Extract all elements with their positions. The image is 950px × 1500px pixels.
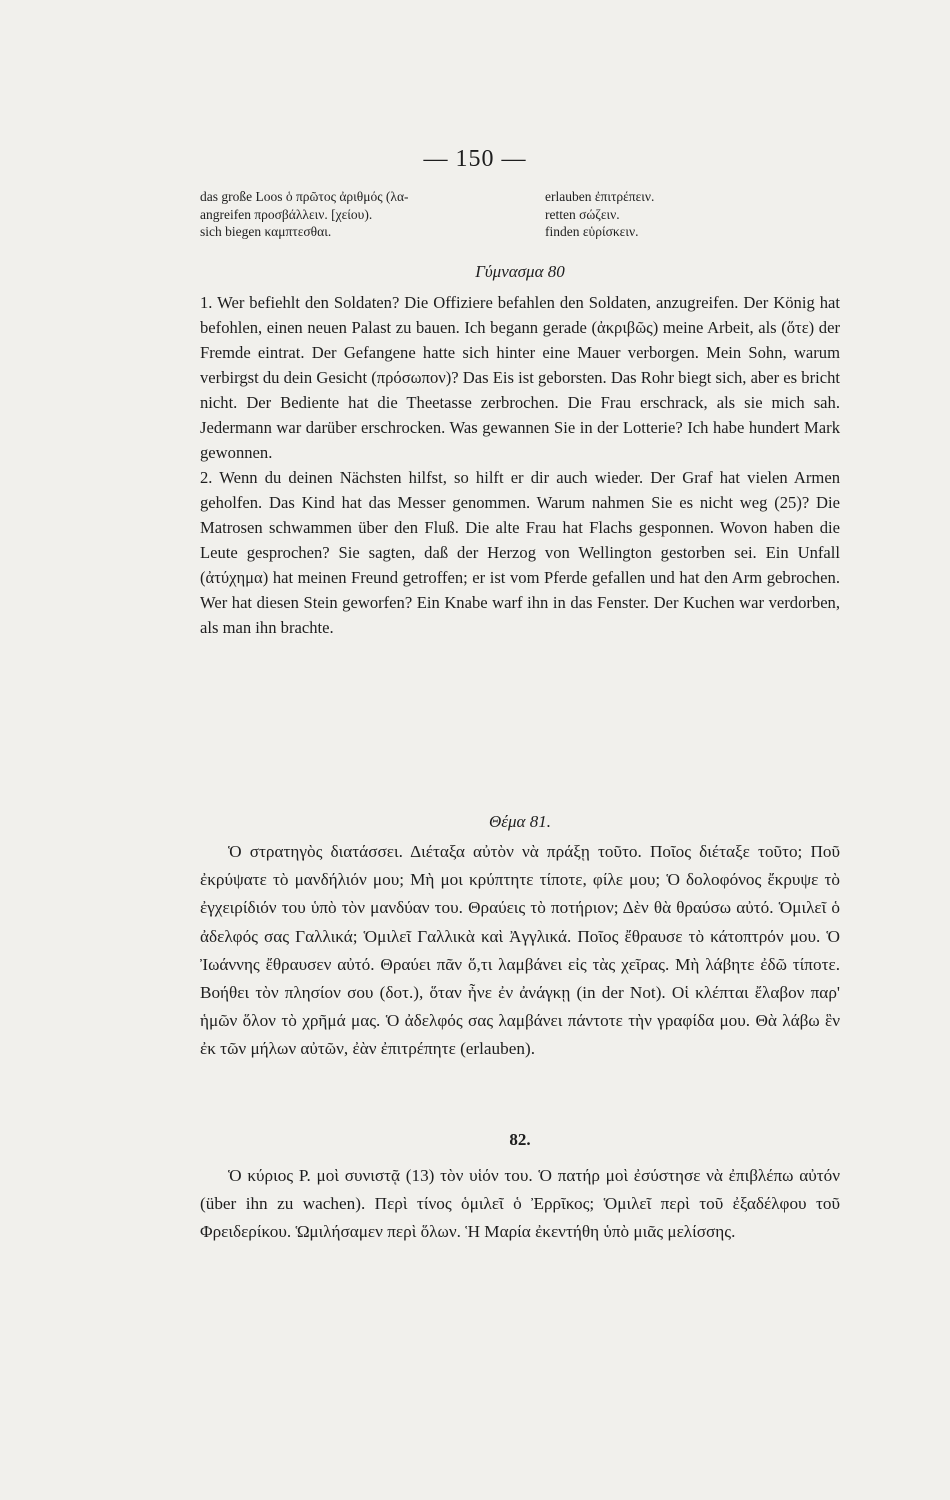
- exercise-81: [200, 812, 840, 1064]
- vocabulary-entry-right: finden εὑρίσκειν.: [545, 224, 639, 239]
- exercise-80-heading: Γύμνασμα 80: [475, 262, 565, 281]
- vocabulary-row: [200, 188, 760, 206]
- vocabulary-entry-left: sich biegen καμπτεσθαι.: [200, 224, 332, 239]
- vocabulary-entry-right: retten σώζειν.: [545, 206, 620, 222]
- exercise-80-paragraph-2: 2. Wenn du deinen Nächsten hilfst, so hilft er dir auch wieder. Der Graf hat vielen Armen geholfen. Das Kind hat das Messer genommen. Warum nahmen Sie es nicht weg (25)? Die Matrosen schwammen über den Fluß. Die alte Frau hat Flachs gesponnen. Wovon haben die Leute gesprochen? Sie sagten, daß der Herzog von Wellington gestorben sei. Ein Unfall (ἀτύχημα) hat meinen Freund getroffen; er ist vom Pferde gefallen und hat den Arm gebrochen. Wer hat diesen Stein geworfen? Ein Knabe warf ihn in das Fenster. Der Kuchen war verdorben, als man ihn brachte.: [200, 468, 840, 637]
- vocabulary-row: [200, 206, 760, 224]
- exercise-82-paragraph: Ὁ κύριος Ρ. μοὶ συνιστᾷ (13) τὸν υἱόν του. Ὁ πατήρ μοὶ ἐσύστησε νὰ ἐπιβλέπω αὐτόν (über ihn zu wachen). Περὶ τίνος ὁμιλεῖ ὁ Ἐρρῖκος; Ὁμιλεῖ περὶ τοῦ ἐξαδέλφου τοῦ Φρειδερίκου. Ὡμιλήσαμεν περὶ ὅλων. Ἡ Μαρία ἐκεντήθη ὑπὸ μιᾶς μελίσσης.: [200, 1166, 840, 1242]
- vocabulary-entry-left: angreifen προσβάλλειν. [χείου).: [200, 206, 373, 222]
- exercise-81-heading: Θέμα 81.: [489, 812, 551, 831]
- vocabulary-entry-right: erlauben ἐπιτρέπειν.: [545, 189, 655, 204]
- exercise-80-paragraph-1: 1. Wer befiehlt den Soldaten? Die Offiziere befahlen den Soldaten, anzugreifen. Der König hat befohlen, einen neuen Palast zu bauen. Ich begann gerade (ἀκριβῶς) meine Arbeit, als (ὅτε) der Fremde eintrat. Der Gefangene hatte sich hinter eine Mauer verborgen. Mein Sohn, warum verbirgst du dein Gesicht (πρόσωπον)? Das Eis ist geborsten. Das Rohr biegt sich, aber es bricht nicht. Der Bediente hat die Theetasse zerbrochen. Die Frau erschrack, als sie mich sah. Jedermann war darüber erschrocken. Was gewannen Sie in der Lotterie? Ich habe hundert Mark gewonnen.: [200, 293, 840, 462]
- exercise-82: [200, 1130, 840, 1247]
- vocabulary-entry-left: das große Loos ὁ πρῶτος ἀριθμός (λα-: [200, 189, 409, 204]
- exercise-81-paragraph: Ὁ στρατηγὸς διατάσσει. Διέταξα αὐτὸν νὰ πράξῃ τοῦτο. Ποῖος διέταξε τοῦτο; Ποῦ ἐκρύψατε τὸ μανδήλιόν μου; Μὴ μοι κρύπτητε τίποτε, φίλε μου; Ὁ δολοφόνος ἔκρυψε τὸ ἐγχειρίδιόν του ὑπὸ τὸν μανδύαν του. Θραύεις τὸ ποτήριον; Δὲν θὰ θραύσω αὐτό. Ὁμιλεῖ ὁ ἀδελφός σας Γαλλικά; Ὁμιλεῖ Γαλλικὰ καὶ Ἀγγλικά. Ποῖος ἔθραυσε τὸ κάτοπτρόν μου. Ὁ Ἰωάννης ἔθραυσεν αὐτό. Θραύει πᾶν ὅ,τι λαμβάνει εἰς τὰς χεῖρας. Μὴ λάβητε ἐδῶ τίποτε. Βοήθει τὸν πλησίον σου (δοτ.), ὅταν ἦνε ἐν ἀνάγκῃ (in der Not). Οἱ κλέπται ἔλαβον παρ' ἡμῶν ὅλον τὸ χρῆμά μας. Ὁ ἀδελφός σας λαμβάνει πάντοτε τὴν γραφίδα μου. Θὰ λάβω ἓν ἐκ τῶν μήλων αὐτῶν, ἐὰν ἐπιτρέπητε (erlauben).: [200, 842, 840, 1059]
- vocabulary-list: [200, 188, 760, 241]
- page-number: — 150 —: [423, 146, 527, 172]
- exercise-82-heading: 82.: [509, 1130, 531, 1149]
- vocabulary-row: [200, 223, 760, 241]
- exercise-80: [200, 262, 840, 640]
